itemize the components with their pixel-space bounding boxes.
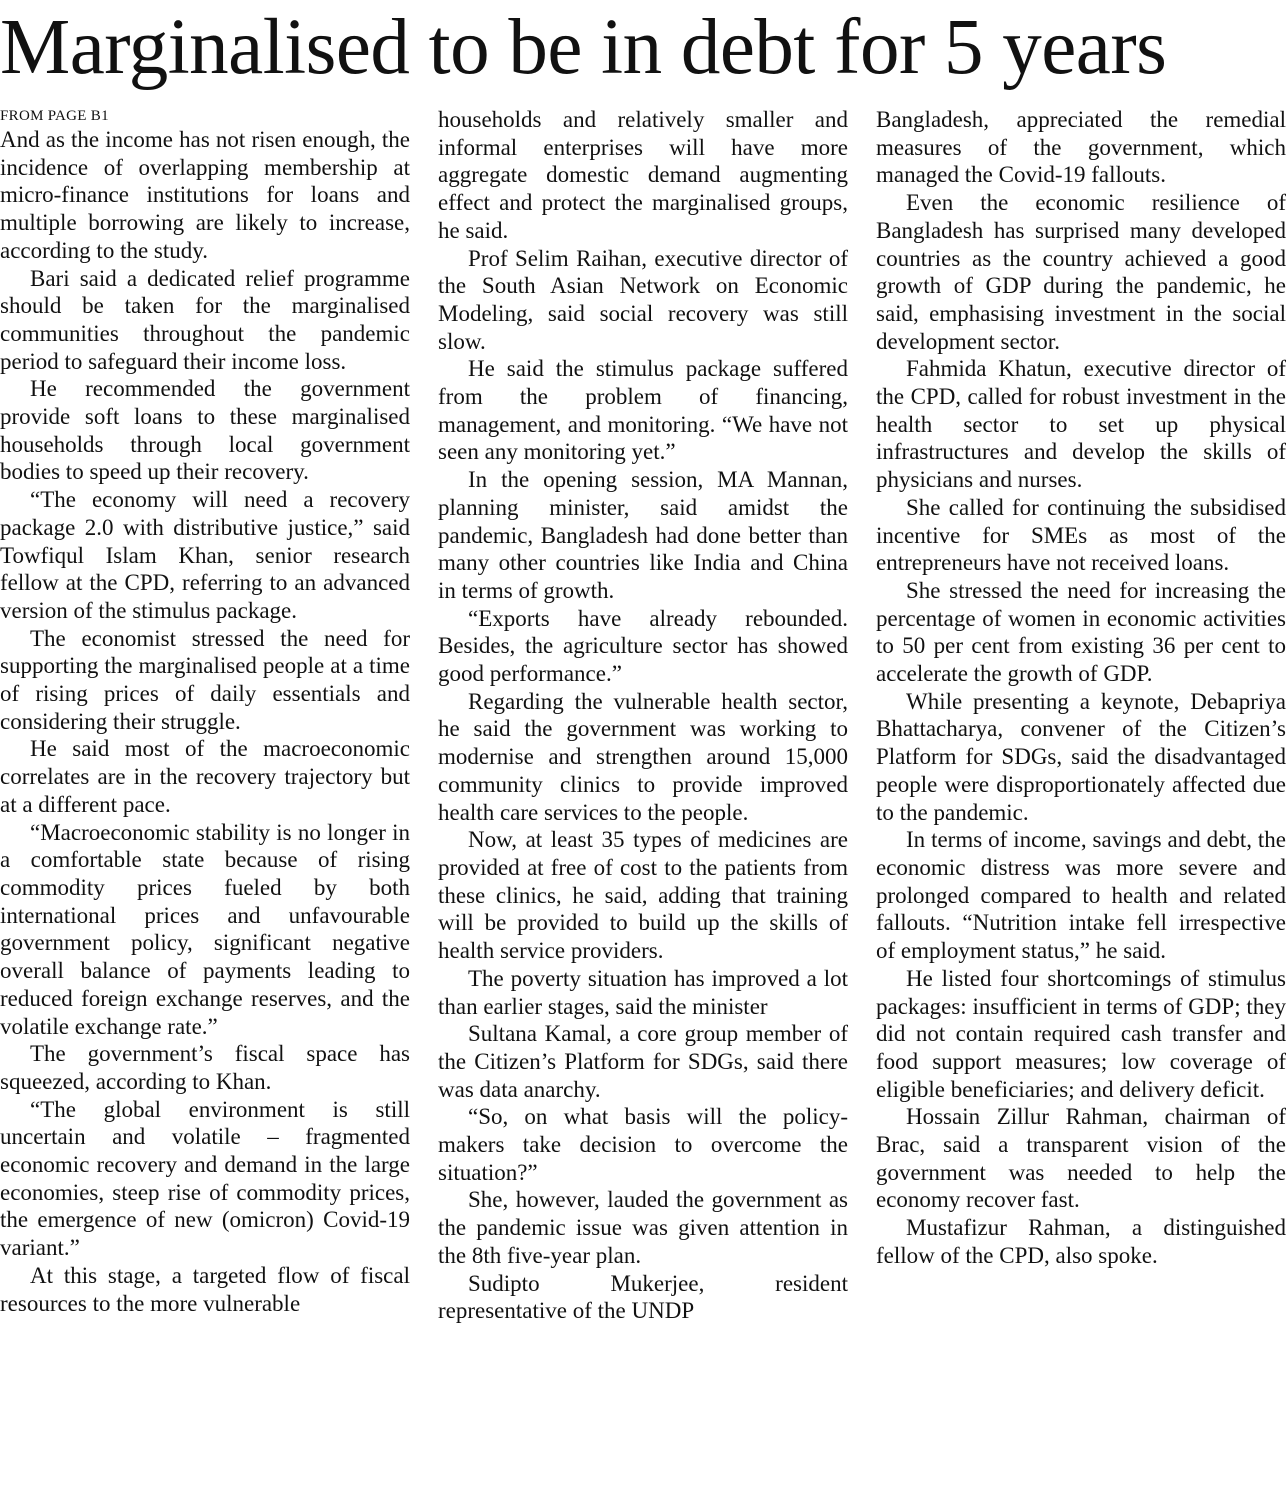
paragraph: Now, at least 35 types of medicines are provided at free of cost to the patients from these clinics, he said, adding that training will be provided to build up the skills of health service providers. — [438, 827, 848, 964]
paragraph: In terms of income, savings and debt, the economic distress was more severe and prolonged compared to health and related fallouts. “Nutrition intake fell irrespective of employment status,” he said. — [876, 827, 1286, 964]
paragraph: The poverty situation has improved a lot than earlier stages, said the minister — [438, 965, 848, 1019]
paragraph: She, however, lauded the government as the pandemic issue was given attention in the 8th five-year plan. — [438, 1187, 848, 1268]
paragraph: “Macroeconomic stability is no longer in a comfortable state because of rising commodity prices fueled by both international prices and unfavourable government policy, significant negative overall balance of payments leading to reduced foreign exchange reserves, and the volatile exchange rate.” — [0, 819, 410, 1039]
paragraph: And as the income has not risen enough, the incidence of overlapping membership at micro-finance institutions for loans and multiple borrowing are likely to increase, according to the study. — [0, 127, 410, 263]
paragraph: Regarding the vulnerable health sector, he said the government was working to modernise and strengthen around 15,000 community clinics to provide improved health care services to the people. — [438, 688, 848, 825]
article-column-2 — [438, 106, 848, 1325]
article-column-1 — [0, 106, 410, 1317]
paragraph: Hossain Zillur Rahman, chairman of Brac, said a transparent vision of the government was needed to help the economy recover fast. — [876, 1104, 1286, 1213]
paragraph: “So, on what basis will the policy-makers take decision to overcome the situation?” — [438, 1104, 848, 1185]
headline: Marginalised to be in debt for 5 years — [0, 4, 1167, 91]
paragraph: Even the economic resilience of Bangladesh has surprised many developed countries as the country achieved a good growth of GDP during the pandemic, he said, emphasising investment in the social development sector. — [876, 190, 1286, 354]
paragraph: He recommended the government provide soft loans to these marginalised households through local government bodies to speed up their recovery. — [0, 376, 410, 485]
paragraph: households and relatively smaller and informal enterprises will have more aggregate domestic demand augmenting effect and protect the marginalised groups, he said. — [438, 107, 848, 243]
paragraph: The government’s fiscal space has squeezed, according to Khan. — [0, 1041, 410, 1094]
paragraph: At this stage, a targeted flow of fiscal resources to the more vulnerable — [0, 1262, 410, 1316]
paragraph: She stressed the need for increasing the percentage of women in economic activities to 50 per cent from existing 36 per cent to accelerate the growth of GDP. — [876, 577, 1286, 687]
paragraph: Fahmida Khatun, executive director of the CPD, called for robust investment in the health sector to set up physical infrastructures and develop the skills of physicians and nurses. — [876, 356, 1286, 493]
paragraph: Prof Selim Raihan, executive director of the South Asian Network on Economic Modeling, said social recovery was still slow. — [438, 245, 848, 354]
paragraph: Bangladesh, appreciated the remedial measures of the government, which managed the Covid-19 fallouts. — [876, 107, 1286, 188]
paragraph: “The global environment is still uncertain and volatile – fragmented economic recovery and demand in the large economies, steep rise of commodity prices, the emergence of new (omicron) Covid-19 variant.” — [0, 1096, 410, 1261]
paragraph: He listed four shortcomings of stimulus packages: insufficient in terms of GDP; they did not contain required cash transfer and food support measures; low coverage of eligible beneficiaries; and delivery deficit. — [876, 965, 1286, 1102]
paragraph: The economist stressed the need for supporting the marginalised people at a time of rising prices of daily essentials and considering their struggle. — [0, 625, 410, 734]
jump-line: FROM PAGE B1 — [0, 108, 109, 124]
paragraph: In the opening session, MA Mannan, planning minister, said amidst the pandemic, Bangladesh had done better than many other countries like India and China in terms of growth. — [438, 467, 848, 603]
paragraph: Bari said a dedicated relief programme should be taken for the marginalised communities throughout the pandemic period to safeguard their income loss. — [0, 265, 410, 374]
paragraph: “The economy will need a recovery package 2.0 with distributive justice,” said Towfiqul Islam Khan, senior research fellow at the CPD, referring to an advanced version of the stimulus package. — [0, 487, 410, 623]
paragraph: He said the stimulus package suffered from the problem of financing, management, and monitoring. “We have not seen any monitoring yet.” — [438, 356, 848, 465]
paragraph: He said most of the macroeconomic correlates are in the recovery trajectory but at a different pace. — [0, 736, 410, 817]
paragraph: Sudipto Mukerjee, resident representative of the UNDP — [438, 1270, 848, 1324]
paragraph: While presenting a keynote, Debapriya Bhattacharya, convener of the Citizen’s Platform for SDGs, said the disadvantaged people were disproportionately affected due to the pandemic. — [876, 688, 1286, 825]
paragraph: Mustafizur Rahman, a distinguished fellow of the CPD, also spoke. — [876, 1215, 1286, 1268]
paragraph: Sultana Kamal, a core group member of the Citizen’s Platform for SDGs, said there was data anarchy. — [438, 1021, 848, 1102]
paragraph: “Exports have already rebounded. Besides, the agriculture sector has showed good performance.” — [438, 605, 848, 687]
paragraph: She called for continuing the subsidised incentive for SMEs as most of the entrepreneurs have not received loans. — [876, 494, 1286, 576]
article-column-3 — [876, 106, 1286, 1270]
